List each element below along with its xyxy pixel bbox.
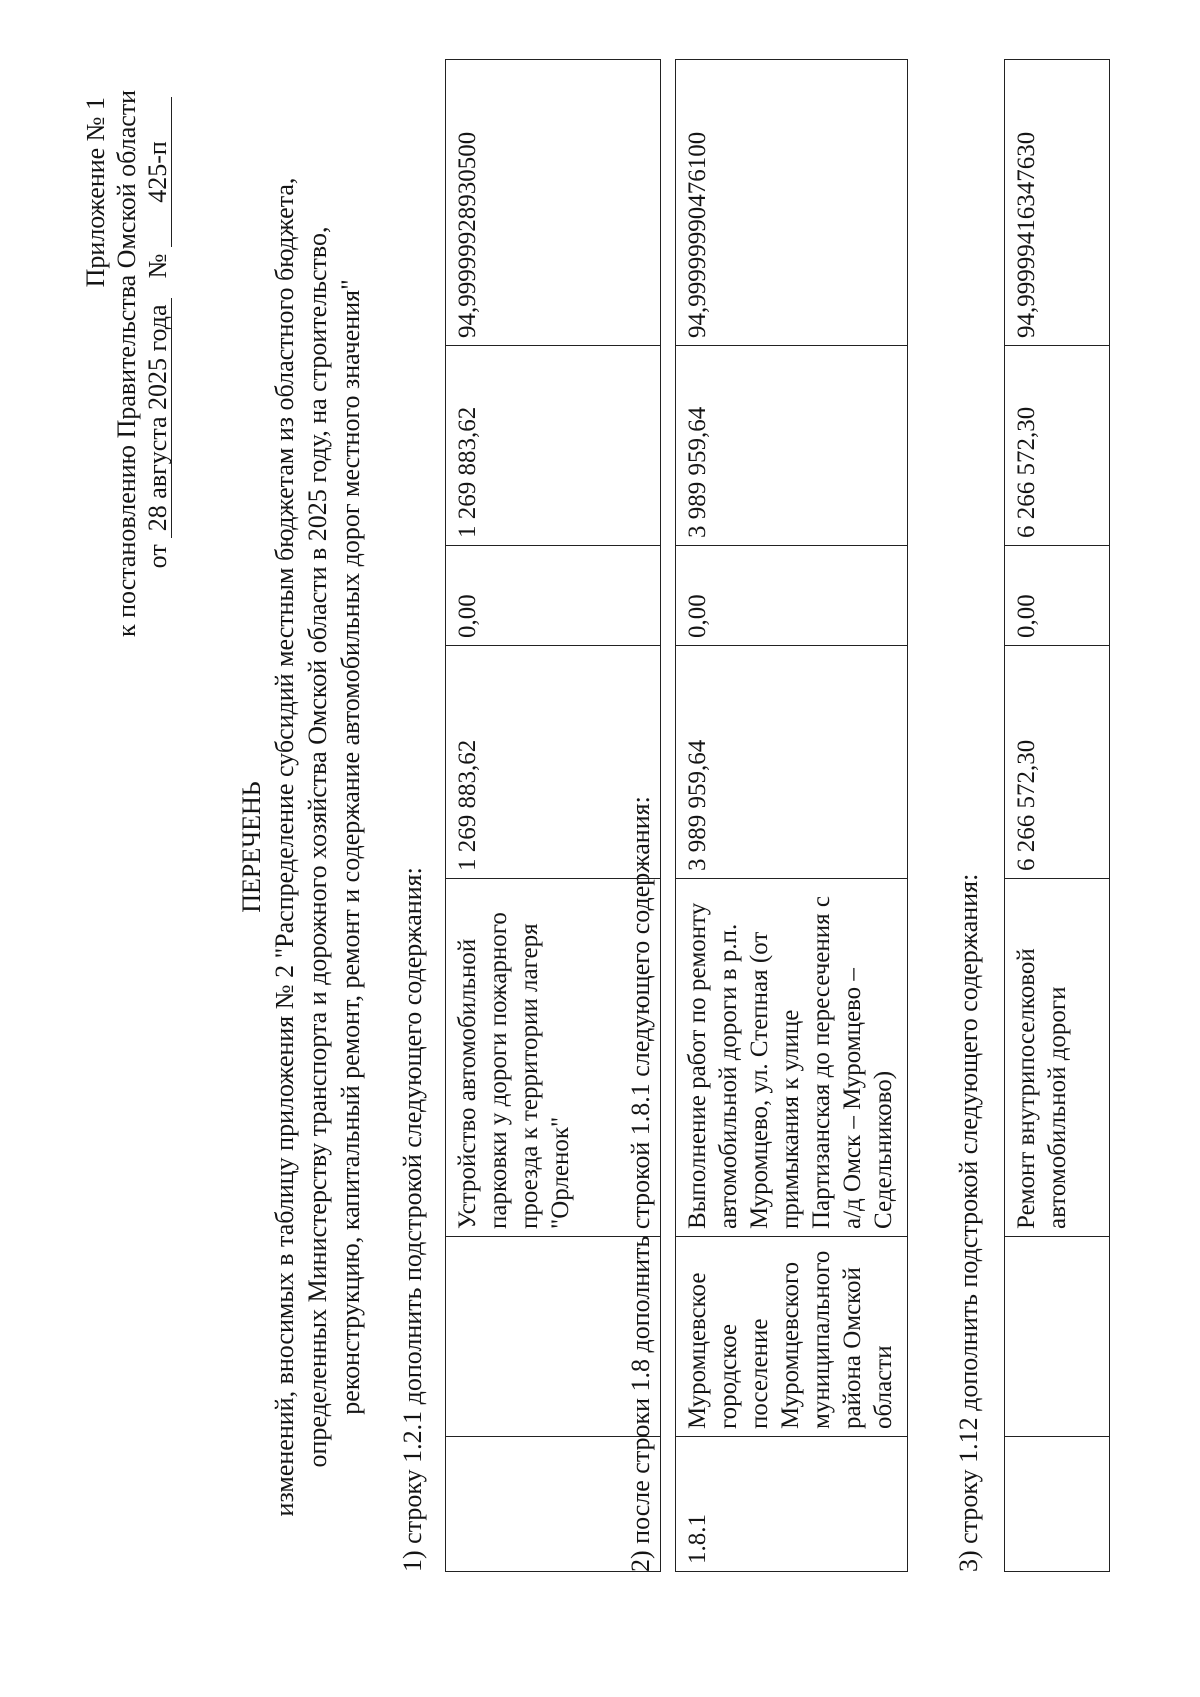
row-col3: 3 989 959,64 (676, 346, 908, 546)
appendix-number: Приложение № 1 (81, 97, 110, 288)
section-3-table (1004, 59, 1110, 1572)
row-total: 1 269 883,62 (446, 646, 661, 879)
row-total: 3 989 959,64 (676, 646, 908, 879)
decree-date: 28 августа 2025 года (145, 298, 172, 538)
appendix-header (80, 89, 173, 637)
row-recipient: Муромцевское городское поселение Муромцевского муниципального района Омской области (676, 1237, 908, 1437)
table-row (1005, 60, 1110, 1572)
section-1-intro: 1) строку 1.2.1 дополнить подстрокой следующего содержания: (398, 867, 427, 1572)
row-recipient (1005, 1237, 1110, 1437)
appendix-reference: к постановлению Правительства Омской области (112, 89, 141, 637)
row-col3: 6 266 572,30 (1005, 346, 1110, 546)
title-heading: ПЕРЕЧЕНЬ (237, 781, 266, 913)
row-col3: 1 269 883,62 (446, 346, 661, 546)
row-percent: 94,9999941634763​0 (1005, 60, 1110, 346)
section-2-intro: 2) после строки 1.8 дополнить строкой 1.8.1 следующего содержания: (626, 796, 655, 1572)
appendix-date-line (142, 97, 173, 637)
title-line-3: реконструкцию, капитальный ремонт, ремонт и содержание автомобильных дорог местного значения" (336, 279, 365, 1415)
row-percent: 94,9999999047610​0 (676, 60, 908, 346)
decree-number: 425-п (145, 97, 172, 247)
table-row (676, 60, 908, 1572)
document-title (235, 137, 367, 1557)
title-line-2: определенных Министерству транспорта и дорожного хозяйства Омской области в 2025 году, на строительство, (303, 226, 332, 1468)
number-label: № (143, 253, 172, 279)
row-col2: 0,00 (676, 546, 908, 646)
section-2-table (675, 59, 908, 1572)
section-3-intro: 3) строку 1.12 дополнить подстрокой следующего содержания: (954, 873, 983, 1572)
row-col2: 0,00 (446, 546, 661, 646)
row-description: Выполнение работ по ремонту автомобильной дороги в р.п. Муромцево, ул. Степная (от примыкания к улице Партизанская до пересечения с а/д Омск – Муромцево – Седельниково) (676, 879, 908, 1237)
row-col2: 0,00 (1005, 546, 1110, 646)
row-number (1005, 1437, 1110, 1572)
from-label: от (143, 544, 172, 569)
row-number: 1.8.1 (676, 1437, 908, 1572)
row-description: Ремонт внутрипоселковой автомобильной дороги (1005, 879, 1110, 1237)
title-line-1: изменений, вносимых в таблицу приложения № 2 "Распределение субсидий местным бюджетам из областного бюджета, (270, 177, 299, 1517)
row-total: 6 266 572,30 (1005, 646, 1110, 879)
row-percent: 94,9999992893050​0 (446, 60, 661, 346)
row-description: Устройство автомобильной парковки у дороги пожарного проезда к территории лагеря "Орленок" (446, 879, 661, 1237)
